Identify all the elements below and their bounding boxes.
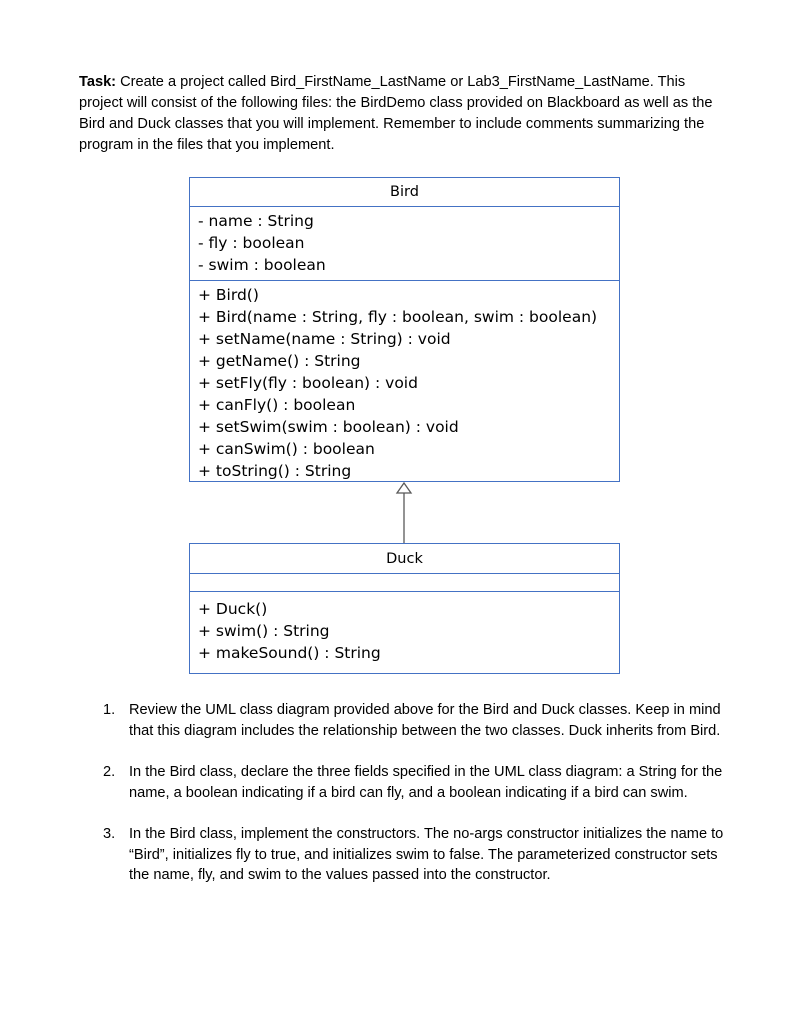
step-text: In the Bird class, implement the constructors. The no-args constructor initializes the name to “Bird”, initializes fly to true, and initializes swim to false. The parameterized constructor sets the name, fly, and swim to the values passed into the constructor. [129,826,724,883]
uml-field: - name : String [198,212,314,230]
uml-methods-section [190,592,619,668]
step-text: In the Bird class, declare the three fields specified in the UML class diagram: a String for the name, a boolean indicating if a bird can fly, and a boolean indicating if a bird can swim. [129,764,723,801]
uml-class-name: Bird [190,178,619,207]
step-text: Review the UML class diagram provided above for the Bird and Duck classes. Keep in mind that this diagram includes the relationship between the two classes. Duck inherits from Bird. [129,702,721,739]
uml-fields-section [190,207,619,281]
task-text: Create a project called Bird_FirstName_LastName or Lab3_FirstName_LastName. This project will consist of the following files: the BirdDemo class provided on Blackboard as well as the Bird and Duck classes that you will implement. Remember to include comments summarizing the program in the files that you implement. [79,74,713,153]
uml-class-duck [189,543,620,674]
inheritance-arrow [392,478,416,544]
uml-method: + Bird() [198,286,259,304]
uml-method: + getName() : String [198,352,361,370]
uml-method: + swim() : String [198,622,330,640]
uml-class-bird [189,177,620,482]
step-item [100,700,725,741]
uml-method: + Duck() [198,600,268,618]
inheritance-arrowhead-icon [397,483,411,493]
task-paragraph [79,72,729,156]
task-label: Task: [79,74,117,90]
step-number: 2. [103,764,116,780]
uml-method: + setName(name : String) : void [198,330,451,348]
uml-method: + canFly() : boolean [198,396,356,414]
uml-method: + canSwim() : boolean [198,440,375,458]
step-number: 1. [103,702,116,718]
uml-class-name: Duck [190,544,619,574]
uml-field: - swim : boolean [198,256,326,274]
instruction-steps [100,700,725,907]
step-item [100,824,725,886]
step-item [100,762,725,803]
uml-methods-section [190,281,619,486]
uml-method: + setFly(fly : boolean) : void [198,374,418,392]
uml-fields-section-empty [190,574,619,592]
uml-method: + Bird(name : String, fly : boolean, swim : boolean) [198,308,598,326]
step-number: 3. [103,826,116,842]
uml-method: + toString() : String [198,462,352,480]
uml-method: + setSwim(swim : boolean) : void [198,418,459,436]
uml-method: + makeSound() : String [198,644,381,662]
uml-field: - fly : boolean [198,234,305,252]
